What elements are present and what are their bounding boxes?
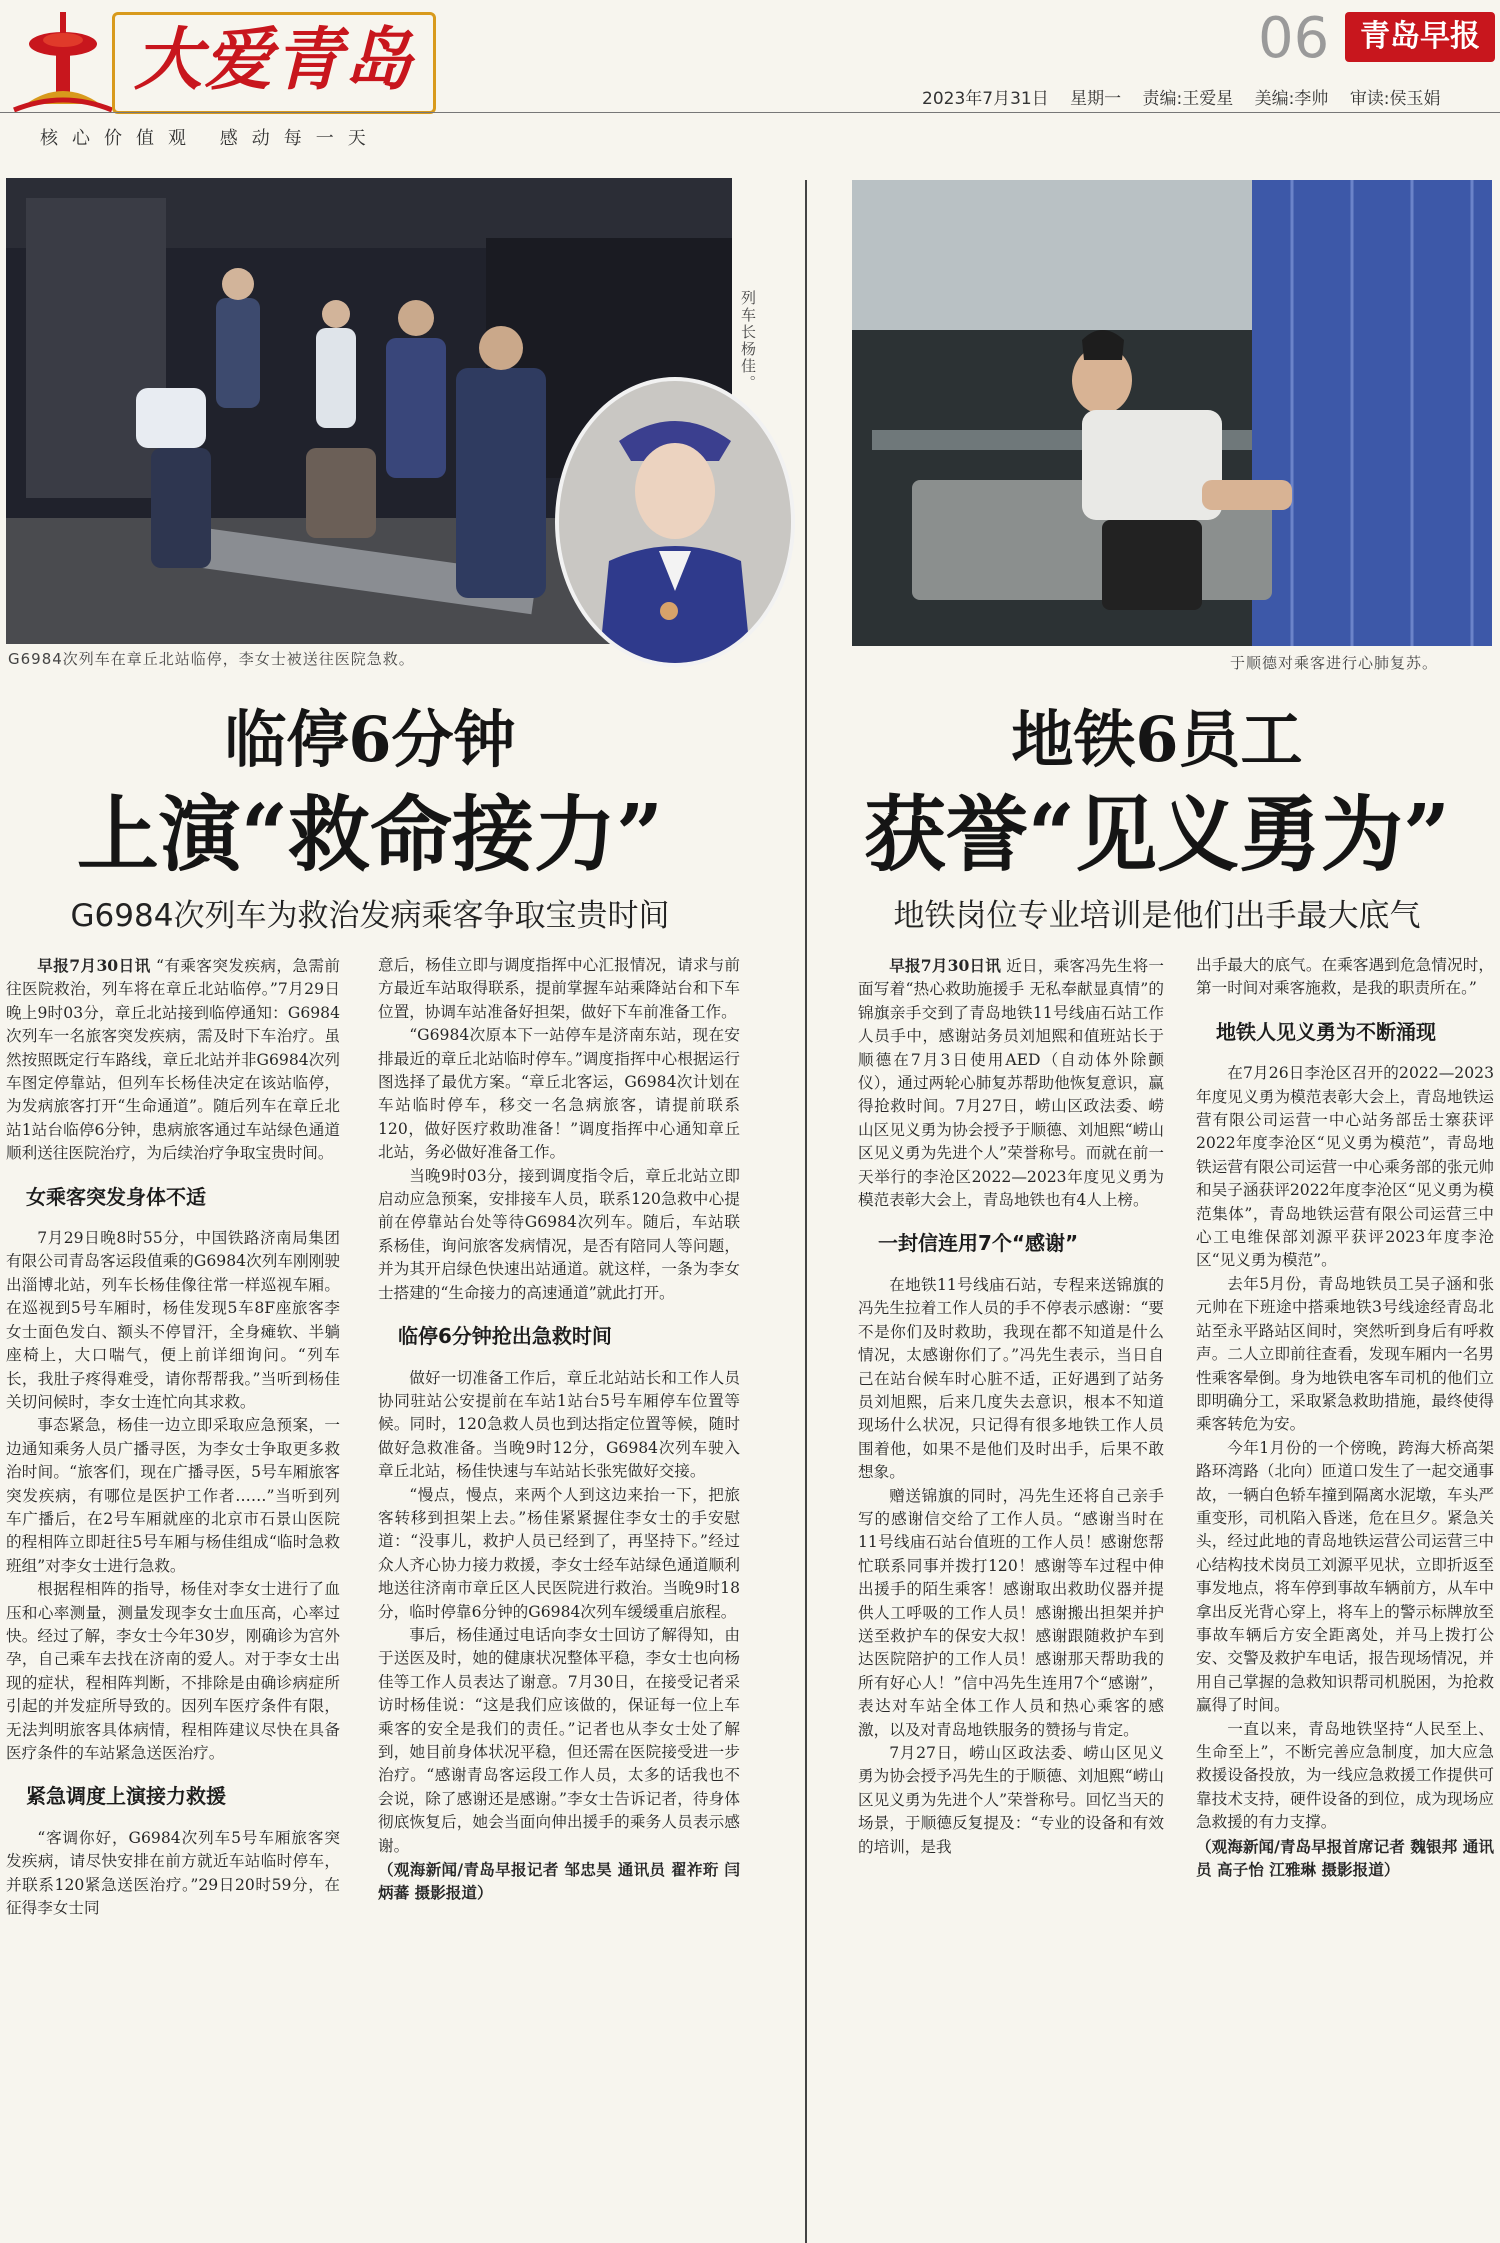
subhead: 地铁人见义勇为不断涌现 [1216, 1019, 1436, 1044]
right-photo-caption: 于顺德对乘客进行心肺复苏。 [1230, 654, 1439, 672]
left-article-column-2 [378, 954, 740, 2243]
subhead: 紧急调度上演接力救援 [26, 1784, 226, 1809]
paragraph: 在7月26日李沧区召开的2022—2023年度见义勇为模范表彰大会上，青岛地铁运营有限公司运营一中心站务部岳士寨获评2022年度李沧区“见义勇为模范”，青岛地铁运营有限公司运营一中心乘务部的张元帅和吴子涵获评2022年度李沧区“见义勇为模范集体”，青岛地铁运营有限公司运营三中心工电维保部刘源平获评2023年度李沧区“见义勇为模范”。 [1196, 1064, 1494, 1270]
paragraph: “慢点，慢点，来两个人到这边来抬一下，把旅客转移到担架上去。”杨佳紧紧握住李女士的手安慰道：“没事儿，救护人员已经到了，再坚持下。”经过众人齐心协力接力救援，李女士经车站绿色通道顺利地送往济南市章丘区人民医院进行救治。当晚9时18分，临时停靠6分钟的G6984次列车缓缓重启旅程。 [378, 1485, 740, 1621]
paragraph: 一直以来，青岛地铁坚持“人民至上、生命至上”，不断完善应急制度，加大应急救援设备投放，为一线应急救援工作提供可靠技术支持，硬件设备的到位，成为现场应急救援的有力支撑。 [1196, 1719, 1494, 1832]
paragraph: 当晚9时03分，接到调度指令后，章丘北站立即启动应急预案，安排接车人员，联系120急救中心提前在停靠站台处等待G6984次列车。随后，车站联系杨佳，询问旅客发病情况，是否有陪同人等问题，并为其开启绿色快速出站通道。就这样，一条为李女士搭建的“生命接力的高速通道”就此打开。 [378, 1166, 740, 1302]
paragraph: 根据程相阵的指导，杨佳对李女士进行了血压和心率测量，测量发现李女士血压高，心率过快。经过了解，李女士今年30岁，刚确诊为宫外孕，自己乘车去找在济南的爱人。对于李女士出现的症状，程相阵判断，不排除是由确诊病症所引起的并发症所导致的。因列车医疗条件有限，无法判明旅客具体病情，程相阵建议尽快在具备医疗条件的车站紧急送医治疗。 [6, 1580, 340, 1762]
paragraph: “G6984次原本下一站停车是济南东站，现在安排最近的章丘北站临时停车。”调度指挥中心根据运行图选择了最优方案。“章丘北客运，G6984次计划在车站临时停车，移交一名急病旅客，请提前联系120，做好医疗救助准备！”调度指挥中心通知章丘北站，务必做好准备工作。 [378, 1026, 740, 1162]
newspaper-logo: 青岛早报 [1345, 12, 1495, 62]
column-divider [805, 180, 807, 2243]
right-subheadline: 地铁岗位专业培训是他们出手最大底气 [893, 898, 1421, 934]
reviewer-credit: 审读:侯玉娟 [1349, 89, 1441, 109]
paragraph: 做好一切准备工作后，章丘北站站长和工作人员协同驻站公安提前在车站1站台5号车厢停车位置等候。同时，120急救人员也到达指定位置等候，随时做好急救准备。当晚9时12分，G6984次列车驶入章丘北站，杨佳快速与车站站长张宪做好交接。 [378, 1368, 740, 1481]
left-article-column-1 [6, 954, 340, 2243]
paragraph: 7月29日晚8时55分，中国铁路济南局集团有限公司青岛客运段值乘的G6984次列车刚刚驶出淄博北站，列车长杨佳像往常一样巡视车厢。在巡视到5号车厢时，杨佳发现5车8F座旅客李女士面色发白、额头不停冒汗，全身瘫软、半躺座椅上，大口喘气，便上前详细询问。“列车长，我肚子疼得难受，请你帮帮我。”当听到杨佳关切问候时，李女士连忙向其求救。 [6, 1229, 340, 1411]
right-article-column-1 [858, 954, 1164, 2243]
page-number: 06 [1258, 6, 1330, 71]
byline-credit: （观海新闻/青岛早报首席记者 魏银邦 通讯员 高子怡 江雅琳 摄影报道） [1196, 1836, 1494, 1880]
masthead-rule [0, 112, 1500, 113]
subhead: 女乘客突发身体不适 [26, 1184, 206, 1209]
qingdao-tower-logo-icon [8, 8, 118, 114]
inset-caption: 列车长杨佳。 [739, 290, 757, 392]
paragraph: 7月27日，崂山区政法委、崂山区见义勇为协会授予冯先生的于顺德、刘旭熙“崂山区见义勇为先进个人”荣誉称号。回忆当天的场景，于顺德反复提及：“专业的设备和有效的培训，是我 [858, 1744, 1164, 1856]
left-headline-line1: 临停6分钟 [224, 703, 516, 776]
left-subheadline: G6984次列车为救治发病乘客争取宝贵时间 [70, 898, 670, 934]
dateline-lead: 早报7月30日讯 [37, 956, 151, 975]
paragraph: 近日，乘客冯先生将一面写着“热心救助施援手 无私奉献显真情”的锦旗亲手交到了青岛地铁11号线庙石站工作人员手中，感谢站务员刘旭熙和值班站长于顺德在7月3日使用AED（自动体外除颤仪），通过两轮心肺复苏帮助他恢复意识，赢得抢救时间。7月27日，崂山区政法委、崂山区见义勇为协会授予于顺德、刘旭熙“崂山区见义勇为先进个人”荣誉称号。而就在前一天举行的李沧区2022—2023年度见义勇为模范表彰大会上，青岛地铁也有4人上榜。 [858, 957, 1164, 1210]
subhead: 一封信连用7个“感谢” [878, 1231, 1079, 1256]
left-photo-caption: G6984次列车在章丘北站临停，李女士被送往医院急救。 [8, 650, 415, 668]
conductor-inset-photo [555, 377, 795, 667]
paragraph: 在地铁11号线庙石站，专程来送锦旗的冯先生拉着工作人员的手不停表示感谢：“要不是你们及时救助，我现在都不知道是什么情况，太感谢你们了。”冯先生表示，当日自己在站台候车时心脏不适，正好遇到了站务员刘旭熙，后来几度失去意识，根本不知道现场什么状况，只记得有很多地铁工作人员围着他，如果不是他们及时出手，后果不敢想象。 [858, 1275, 1164, 1482]
left-headline-line2: 上演“救命接力” [76, 787, 664, 883]
paragraph: 去年5月份，青岛地铁员工吴子涵和张元帅在下班途中搭乘地铁3号线途经青岛北站至永平路站区间时，突然听到身后有呼救声。二人立即前往查看，发现车厢内一名男性乘客晕倒。身为地铁电客车司机的他们立即明确分工，采取紧急救助措施，最终使得乘客转危为安。 [1196, 1274, 1494, 1434]
dateline [922, 84, 1457, 109]
paragraph: 今年1月份的一个傍晚，跨海大桥高架路环湾路（北向）匝道口发生了一起交通事故，一辆白色轿车撞到隔离水泥墩，车头严重变形，司机陷入昏迷，危在旦夕。紧急关头，经过此地的青岛地铁运营公司运营三中心结构技术岗员工刘源平见状，立即折返至事发地点，将车停到事故车辆前方，从车中拿出反光背心穿上，将车上的警示标牌放至事故车辆后方安全距离处，并马上拨打公安、交警及救护车电话，报告现场情况，并用自己掌握的急救知识帮司机脱困，为抢救赢得了时间。 [1196, 1438, 1494, 1715]
paragraph: 事态紧急，杨佳一边立即采取应急预案，一边通知乘务人员广播寻医，为李女士争取更多救治时间。“旅客们，现在广播寻医，5号车厢旅客突发疾病，有哪位是医护工作者……”当听到列车广播后，在2号车厢就座的北京市石景山医院的程相阵立即赶往5号车厢与杨佳组成“临时急救班组”对李女士进行急救。 [6, 1416, 340, 1575]
right-headline-line2: 获誉“见义勇为” [863, 787, 1451, 883]
issue-date: 2023年7月31日 [922, 89, 1049, 109]
right-article-column-2 [1196, 954, 1494, 2243]
designer-credit: 美编:李帅 [1254, 89, 1329, 109]
paragraph: 事后，杨佳通过电话向李女士回访了解得知，由于送医及时，她的健康状况整体平稳，李女士也向杨佳等工作人员表达了谢意。7月30日，在接受记者采访时杨佳说：“这是我们应该做的，保证每一位上车乘客的安全是我们的责任。”记者也从李女士处了解到，她目前身体状况平稳，但还需在医院接受进一步治疗。“感谢青岛客运段工作人员，太多的话我也不会说，除了感谢还是感谢。”李女士告诉记者，待身体彻底恢复后，她会当面向伸出援手的乘务人员表示感谢。 [378, 1625, 740, 1855]
right-headline-line1: 地铁6员工 [1011, 703, 1303, 776]
paragraph: 赠送锦旗的同时，冯先生还将自己亲手写的感谢信交给了工作人员。“感谢当时在11号线庙石站台值班的工作人员！感谢您帮忙联系同事并拨打120！感谢等车过程中伸出援手的陌生乘客！感谢取出救助仪器并提供人工呼吸的工作人员！感谢搬出担架并护送至救护车的保安大叔！感谢跟随救护车到达医院陪护的工作人员！感谢那天帮助我的所有好心人！”信中冯先生连用7个“感谢”，表达对车站全体工作人员和热心乘客的感激，以及对青岛地铁服务的赞扬与肯定。 [858, 1486, 1164, 1739]
subhead: 临停6分钟抢出急救时间 [398, 1324, 612, 1349]
editor-credit: 责编:王爱星 [1142, 89, 1234, 109]
metro-cpr-photo [852, 180, 1492, 646]
paragraph: 意后，杨佳立即与调度指挥中心汇报情况，请求与前方最近车站取得联系，提前掌握车站乘降站台和下车位置，协调车站准备好担架，做好下车前准备工作。 [378, 956, 740, 1021]
paragraph: “客调你好，G6984次列车5号车厢旅客突发疾病，请尽快安排在前方就近车站临时停车，并联系120紧急送医治疗。”29日20时59分，在征得李女士同 [6, 1828, 340, 1918]
byline-credit: （观海新闻/青岛早报记者 邹忠昊 通讯员 翟祚珩 闫炳蕃 摄影报道） [378, 1860, 740, 1903]
dateline-lead: 早报7月30日讯 [889, 956, 1002, 975]
section-logo-title: 大爱青岛 [112, 12, 436, 114]
paragraph: 出手最大的底气。在乘客遇到危急情况时，第一时间对乘客施救，是我的职责所在。” [1196, 956, 1494, 998]
paragraph: “有乘客突发疾病，急需前往医院救治，列车将在章丘北站临停。”7月29日晚上9时03分，章丘北站接到临停通知：G6984次列车一名旅客突发疾病，需及时下车治疗。虽然按照既定行车路线，章丘北站并非G6984次列车图定停靠站，但列车长杨佳决定在该站临停，为发病旅客打开“生命通道”。随后列车在章丘北站1站台临停6分钟，患病旅客通过车站绿色通道顺利送往医院治疗，为后续治疗争取宝贵时间。 [6, 957, 340, 1163]
issue-weekday: 星期一 [1070, 89, 1122, 109]
section-slogan: 核心价值观 感动每一天 [40, 128, 380, 149]
